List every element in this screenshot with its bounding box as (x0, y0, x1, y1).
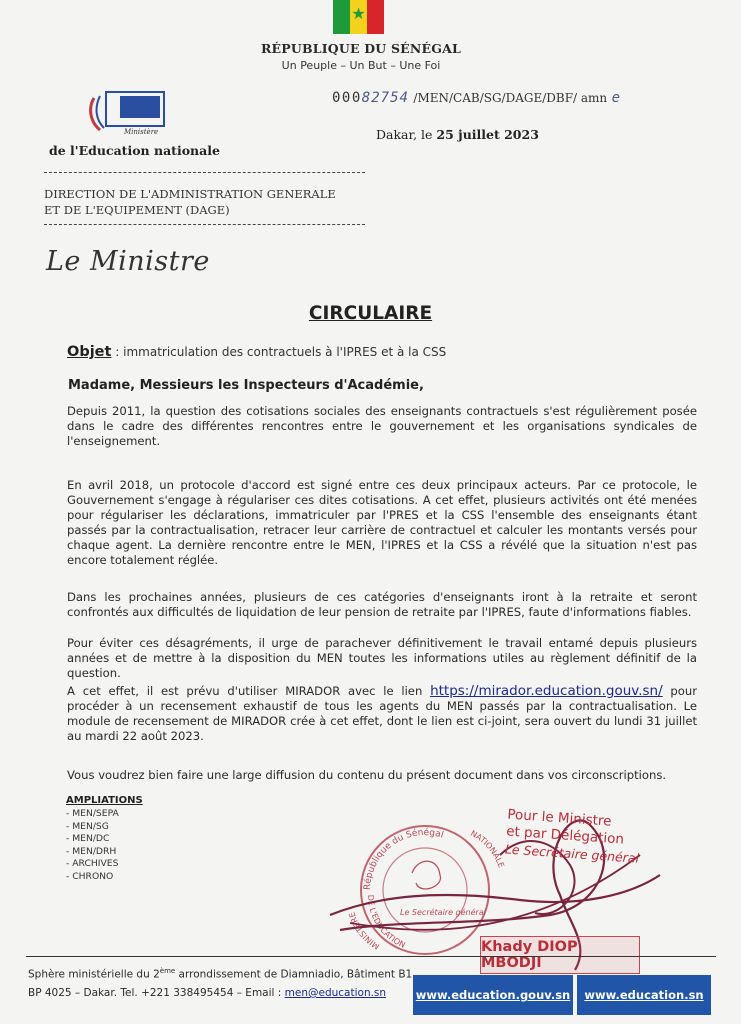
senegal-flag-icon: ★ (333, 0, 384, 34)
seal-center-text: Le Secrétaire général (400, 908, 486, 917)
mirador-link[interactable]: https://mirador.education.gouv.sn/ (430, 683, 663, 699)
document-title: CIRCULAIRE (308, 303, 433, 324)
ministry-name: de l'Education nationale (49, 143, 220, 158)
divider (44, 172, 365, 173)
signatory-name-stamp: Khady DIOP MBODJI (480, 936, 640, 974)
document-date: Dakar, le 25 juillet 2023 (376, 127, 539, 142)
list-item: - MEN/SEPA (66, 808, 119, 819)
direction-name: DIRECTION DE L'ADMINISTRATION GENERALE ET DE L'EQUIPEMENT (DAGE) (44, 187, 336, 217)
divider (44, 224, 365, 225)
ampliations-title: AMPLIATIONS (66, 795, 143, 806)
republic-heading: RÉPUBLIQUE DU SÉNÉGAL (260, 41, 462, 56)
delegation-stamp: Pour le Ministre et par Délégation Le Secrétaire général (504, 806, 640, 866)
ministry-logo-icon (86, 90, 168, 136)
website-link[interactable]: www.education.sn (577, 975, 711, 1015)
list-item: - ARCHIVES (66, 858, 119, 870)
object-line: Objet : immatriculation des contractuels à l'IPRES et à la CSS (67, 344, 447, 360)
seal-bottom-text: DE L'EDUCATION (365, 894, 407, 950)
footer-address: Sphère ministérielle du 2ème arrondissement de Diamniadio, Bâtiment B1 (28, 967, 413, 981)
logo-text: Ministère (124, 128, 159, 136)
paragraph: A cet effet, il est prévu d'utiliser MIRADOR avec le lien https://mirador.education.gouv.sn/ pour procéder à un recensement exhaustif de tous les agents du MEN passés par la contractualisation. Le module de recensement de MIRADOR crée à cet effet, dont le lien est ci-joint, sera ouvert du lundi 31 juillet au mardi 22 août 2023. (67, 683, 697, 743)
seal-right-text: NATIONALE (469, 828, 506, 869)
website-link[interactable]: www.education.gouv.sn (413, 975, 573, 1015)
signatory-title: Le Ministre (46, 246, 210, 277)
list-item: - MEN/SG (66, 820, 109, 832)
paragraph: Vous voudrez bien faire une large diffusion du contenu du présent document dans vos circonscriptions. (67, 768, 667, 782)
footer-divider (26, 956, 716, 957)
salutation: Madame, Messieurs les Inspecteurs d'Académie, (68, 378, 424, 393)
paragraph: Depuis 2011, la question des cotisations sociales des enseignants contractuels s'est régulièrement posée dans le cadre des différentes rencontres entre le gouvernement et les organisations syndicales de l'enseignement. (67, 404, 697, 448)
footer-contact: BP 4025 – Dakar. Tel. +221 338495454 – Email : men@education.sn (28, 987, 387, 999)
paragraph: En avril 2018, un protocole d'accord est signé entre ces deux principaux acteurs. Par ce protocole, le Gouvernement s'engage à régulariser ces dites cotisations. A cet effet, plusieurs activités ont été menées pour régulariser les déclarations, immatriculer par l'PRES et la CSS l'ensemble des enseignants étant passés par la contractualisation, retracer leur carrière de contractuel et calculer les montants versés pour chaque agent. La dernière rencontre entre le MEN, l'IPRES et la CSS a révélé que la situation n'est pas encore totalement réglée. (67, 478, 697, 567)
list-item: - MEN/DRH (66, 845, 117, 857)
list-item: - MEN/DC (66, 833, 110, 845)
reference-number: 00082754 /MEN/CAB/SG/DAGE/DBF/ amn e (332, 90, 622, 106)
paragraph: Dans les prochaines années, plusieurs de ces catégories d'enseignants iront à la retraite et seront confrontés aux difficultés de liquidation de leur pension de retraite par l'IPRES, faute d'informations fiables. (67, 590, 697, 619)
national-motto: Un Peuple – Un But – Une Foi (281, 59, 441, 72)
email-link[interactable]: men@education.sn (284, 987, 387, 999)
paragraph: Pour éviter ces désagréments, il urge de parachever définitivement le travail entamé depuis plusieurs années et de mettre à la disposition du MEN toutes les informations utiles au règlement définitif de la question. (67, 636, 697, 680)
seal-top-text: République du Sénégal (362, 827, 445, 891)
list-item: - CHRONO (66, 870, 114, 882)
seal-left-text: MINISTÈRE (347, 911, 382, 952)
ampliations-list (66, 808, 119, 884)
